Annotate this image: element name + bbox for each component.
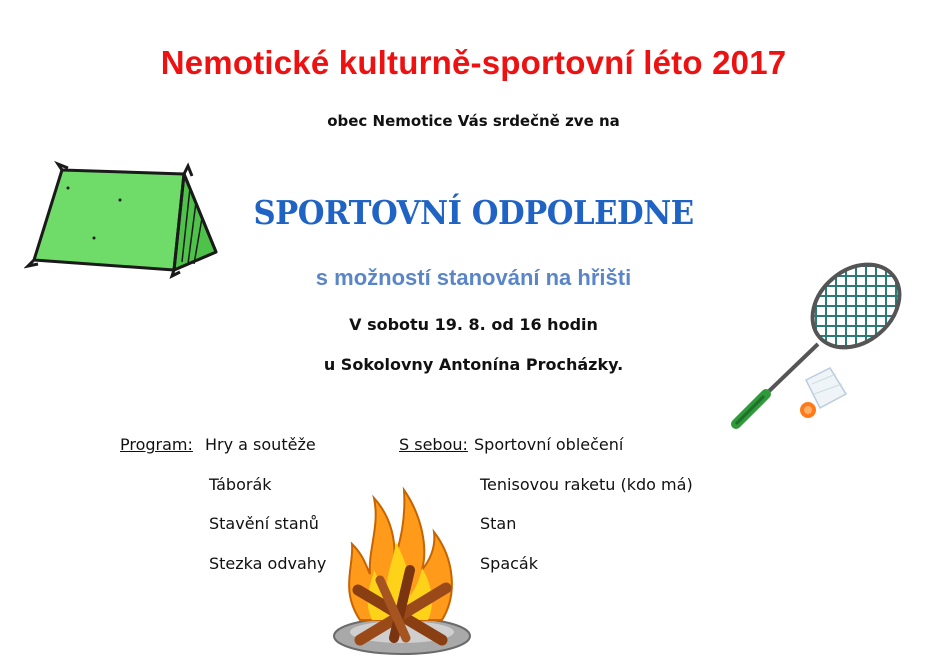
list-item: Táborák — [209, 475, 272, 494]
list-item: Stan — [480, 514, 517, 533]
list-item: Spacák — [480, 554, 538, 573]
invite-text: obec Nemotice Vás srdečně zve na — [327, 112, 620, 130]
tent-icon — [24, 160, 224, 280]
campfire-icon — [330, 470, 474, 660]
event-title: SPORTOVNÍ ODPOLEDNE — [253, 193, 694, 232]
bring-label: S sebou: — [399, 435, 468, 454]
event-place: u Sokolovny Antonína Procházky. — [323, 355, 624, 374]
event-subtitle: s možností stanování na hřišti — [315, 265, 632, 290]
page-title: Nemotické kulturně-sportovní léto 2017 — [160, 44, 787, 81]
list-item: Stezka odvahy — [209, 554, 327, 573]
list-item: Sportovní oblečení — [474, 435, 624, 454]
badminton-racket-icon — [726, 244, 922, 436]
list-item: Hry a soutěže — [205, 435, 316, 454]
event-date: V sobotu 19. 8. od 16 hodin — [349, 315, 598, 334]
program-label: Program: — [120, 435, 193, 454]
list-item: Stavění stanů — [209, 514, 319, 533]
list-item: Tenisovou raketu (kdo má) — [480, 475, 693, 494]
